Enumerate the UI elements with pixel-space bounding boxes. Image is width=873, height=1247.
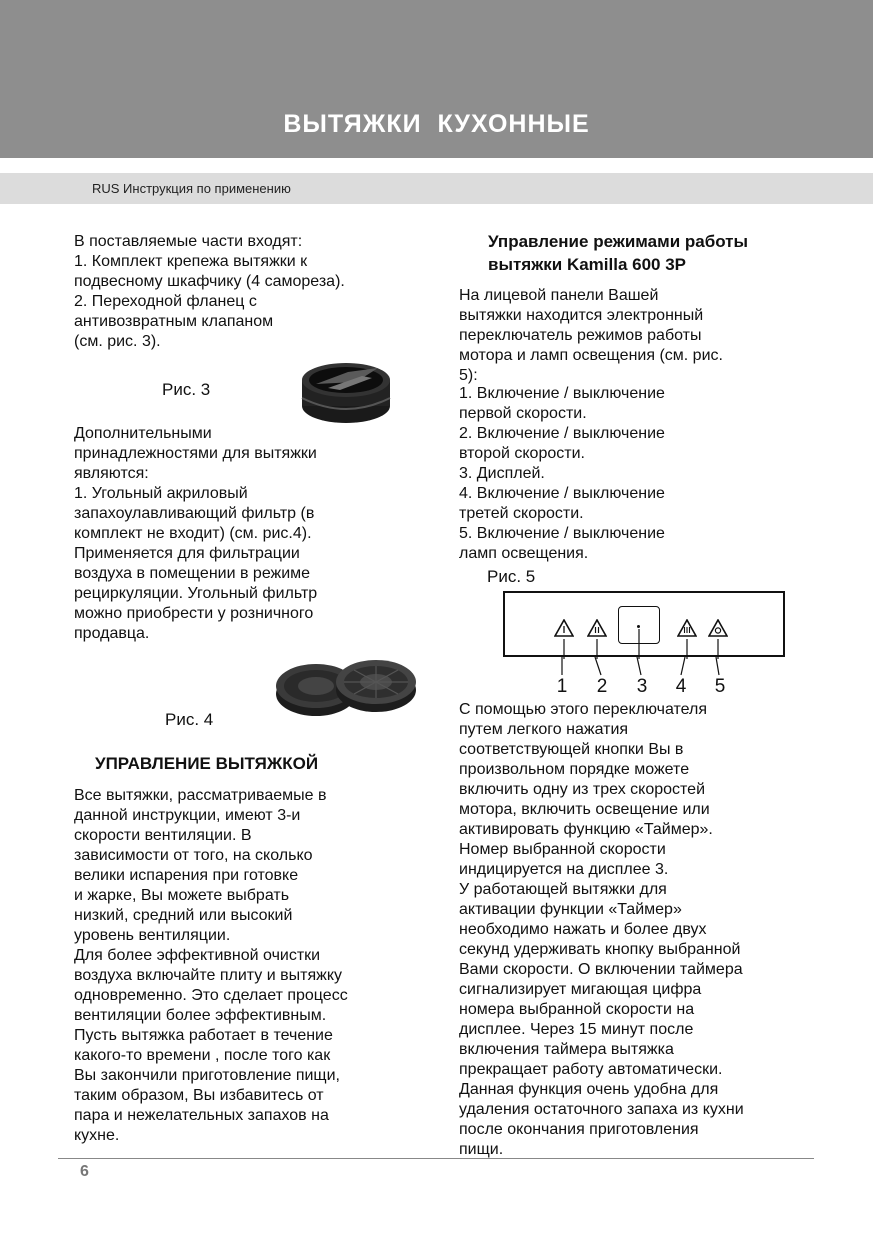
control-panel-diagram [503, 591, 785, 657]
panel-leader-lines-ext [503, 657, 785, 677]
usage-paragraph: С помощью этого переключателя путем легкого нажатия соответствующей кнопки Вы в произвольном порядке можете включить одну из трех скоростей мотора, включить освещение или активировать функцию «Таймер». Номер выбранной скорости индицируется на дисплее 3. У работающей вытяжки для активации функции «Таймер» необходимо нажать и более двух секунд удерживать кнопку выбранной Вами скорости. О включении таймера сигнализирует мигающая цифра номера выбранной скорости на дисплее. Через 15 минут после включения таймера вытяжка прекращает работу автоматически. Данная функция очень удобна для удаления остаточного запаха из кухни после окончания приготовления пищи. [459, 701, 744, 1158]
panel-number-5: 5 [714, 676, 726, 697]
panel-number-4: 4 [675, 676, 687, 697]
intro-paragraph: В поставляемые части входят: 1. Комплект крепежа вытяжки к подвесному шкафчику (4 самореза). 2. Переходной фланец с антивозвратным клапаном (см. рис. 3). [74, 233, 345, 350]
flange-valve-icon [298, 358, 394, 426]
modes-heading: Управление режимами работы вытяжки Kamilla 600 3P [488, 232, 749, 274]
control-heading: УПРАВЛЕНИЕ ВЫТЯЖКОЙ [95, 754, 319, 773]
modes-intro-paragraph: На лицевой панели Вашей вытяжки находится электронный переключатель режимов работы мотора и ламп освещения (см. рис. 5): [459, 287, 723, 384]
panel-number-1: 1 [556, 676, 568, 697]
control-paragraph: Все вытяжки, рассматриваемые в данной инструкции, имеют 3-и скорости вентиляции. В зависимости от того, на сколько велики испарения при готовке и жарке, Вы можете выбрать низкий, средний или высокий уровень вентиляции. Для более эффективной очистки воздуха включайте плиту и вытяжку одновременно. Это сделает процесс вентиляции более эффективным. Пусть вытяжка работает в течение какого-то времени , после того как Вы закончили приготовление пищи, таким образом, Вы избавитесь от пара и нежелательных запахов на кухне. [74, 787, 348, 1144]
panel-number-3: 3 [636, 676, 648, 697]
subheader-text: RUS Инструкция по применению [92, 181, 291, 196]
panel-number-2: 2 [596, 676, 608, 697]
panel-leader-lines [505, 593, 787, 659]
page-title: ВЫТЯЖКИ КУХОННЫЕ [283, 110, 590, 138]
accessories-paragraph: Дополнительными принадлежностями для вытяжки являются: 1. Угольный акриловый запахоулавливающий фильтр (в комплект не входит) (см. рис.4). Применяется для фильтрации воздуха в помещении в режиме рециркуляции. Угольный фильтр можно приобрести у розничного продавца. [74, 425, 318, 642]
fig4-label: Рис. 4 [165, 710, 214, 729]
page-number: 6 [80, 1163, 89, 1180]
modes-list: 1. Включение / выключение первой скорости. 2. Включение / выключение второй скорости. 3. Дисплей. 4. Включение / выключение третей скорости. 5. Включение / выключение ламп освещения. [459, 385, 665, 562]
subheader-band [0, 173, 873, 204]
carbon-filter-icon [272, 648, 420, 722]
footer-divider [58, 1158, 814, 1159]
header-band [0, 0, 873, 158]
fig5-label: Рис. 5 [487, 567, 536, 586]
fig3-label: Рис. 3 [162, 380, 211, 399]
